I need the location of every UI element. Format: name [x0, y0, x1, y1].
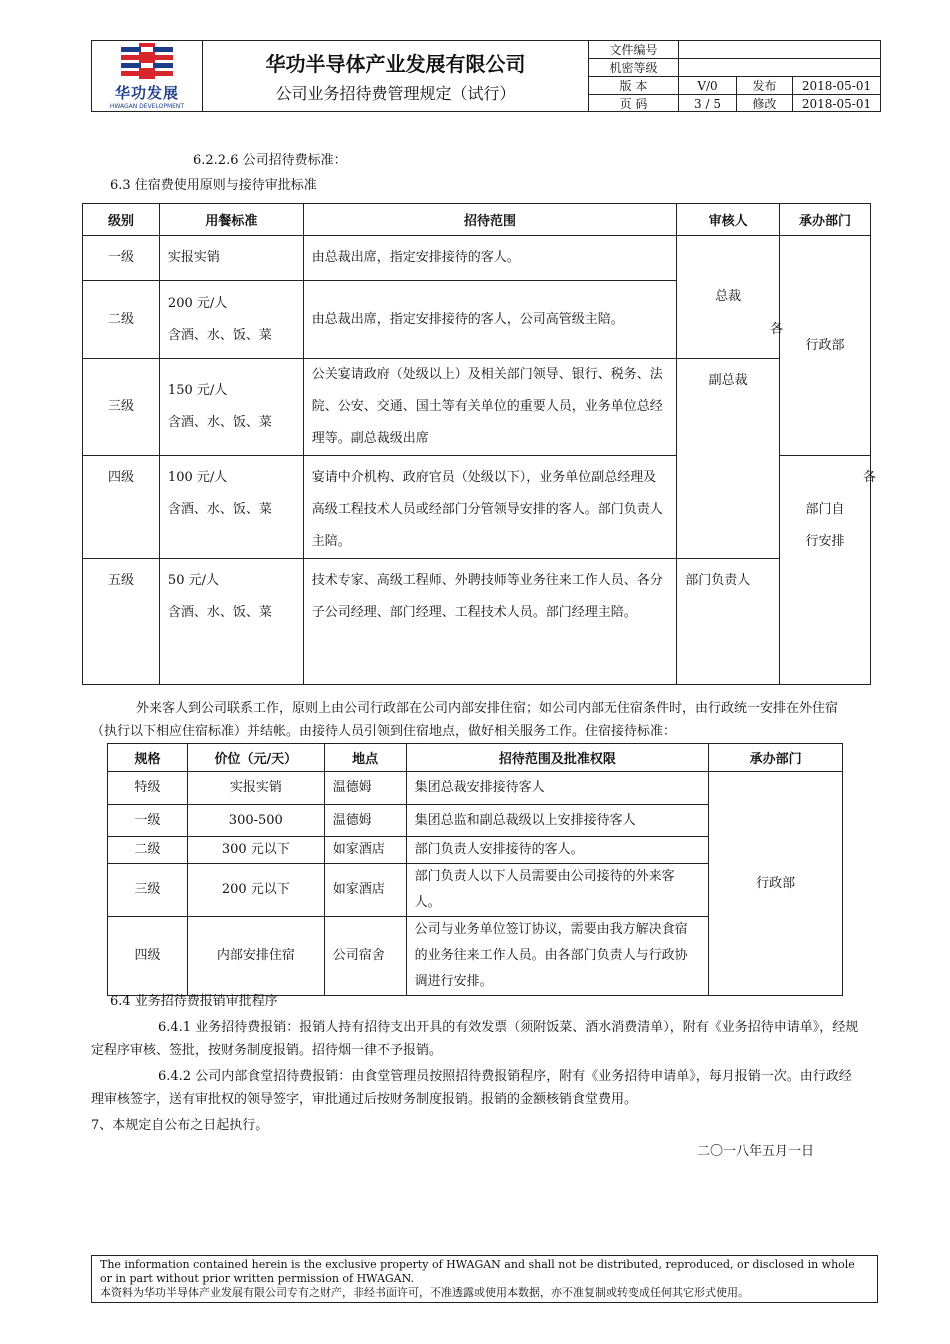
version-value: V/0 [679, 77, 737, 95]
cell-price: 300-500 [187, 805, 324, 837]
table-header-row [83, 204, 871, 236]
section-6-3-heading: 6.3 住宿费使用原则与接待审批标准 [110, 178, 317, 193]
version-label: 版 本 [589, 77, 679, 95]
page-label: 页 码 [589, 95, 679, 112]
meal-includes: 含酒、水、饭、菜 [167, 415, 272, 430]
cell-place: 温德姆 [324, 805, 406, 837]
dept-name: 行政部 [805, 337, 845, 353]
col-header-level: 级别 [83, 204, 160, 236]
cell-scope: 公关宴请政府（处级以上）及相关部门领导、银行、税务、法院、公安、交通、国土等有关单位的重要人员，业务单位总经理等。副总裁级出席 [303, 359, 676, 456]
table-row [83, 359, 871, 456]
paragraph-6-4-1: 6.4.1 业务招待费报销：报销人持有招待支出开具的有效发票（须附饭菜、酒水消费清单），附有《业务招待申请单》，经规定程序审核、签批，按财务制度报销。招待烟一律不予报销。 [91, 1020, 859, 1058]
dept-ge-mark: 各 [862, 470, 876, 485]
cell-meal [159, 281, 303, 359]
table-row [108, 772, 843, 805]
col-header-dept: 承办部门 [709, 744, 843, 772]
meal-standard-table [82, 203, 876, 685]
secret-level-label: 机密等级 [589, 59, 679, 77]
lodging-standard-table [107, 743, 843, 996]
section-7: 7、本规定自公布之日起执行。 [91, 1118, 269, 1133]
cell-level: 三级 [83, 359, 160, 456]
cell-level: 一级 [83, 236, 160, 281]
publish-label: 发布 [737, 77, 793, 95]
dept-name-line1: 部门自 [805, 502, 845, 517]
dept-name-line2: 行安排 [805, 534, 845, 549]
cell-level: 四级 [83, 456, 160, 559]
page-number: 3 / 5 [679, 95, 737, 112]
col-header-reviewer: 审核人 [677, 204, 780, 236]
cell-grade: 三级 [108, 864, 188, 917]
cell-meal [159, 456, 303, 559]
cell-price: 300 元以下 [187, 837, 324, 864]
cell-place: 温德姆 [324, 772, 406, 805]
cell-place: 如家酒店 [324, 864, 406, 917]
cell-meal: 实报实销 [159, 236, 303, 281]
cell-grade: 特级 [108, 772, 188, 805]
cell-grade: 一级 [108, 805, 188, 837]
cell-price: 内部安排住宿 [187, 917, 324, 996]
cell-scope: 部门负责人以下人员需要由公司接待的外来客人。 [406, 864, 709, 917]
cell-scope: 技术专家、高级工程师、外聘技师等业务往来工作人员、各分子公司经理、部门经理、工程技术人员。部门经理主陪。 [303, 559, 676, 685]
meal-price: 150 元/人 [167, 383, 228, 398]
company-name: 华功半导体产业发展有限公司 [265, 52, 526, 76]
logo-mark-icon [119, 42, 175, 80]
cell-scope: 公司与业务单位签订协议，需要由我方解决食宿的业务往来工作人员。由各部门负责人与行政协调进行安排。 [406, 917, 709, 996]
cell-price: 200 元以下 [187, 864, 324, 917]
cell-grade: 四级 [108, 917, 188, 996]
cell-scope: 由总裁出席，指定安排接待的客人，公司高管级主陪。 [303, 281, 676, 359]
footer-chinese: 本资料为华功半导体产业发展有限公司专有之财产，非经书面许可，不准透露或使用本数据，亦不准复制或转变成任何其它形式使用。 [100, 1286, 749, 1299]
table-header-row [108, 744, 843, 772]
meal-includes: 含酒、水、饭、菜 [167, 327, 272, 343]
cell-price: 实报实销 [187, 772, 324, 805]
cell-reviewer: 副总裁 [677, 359, 780, 559]
cell-scope: 集团总裁安排接待客人 [406, 772, 709, 805]
lodging-paragraph: 外来客人到公司联系工作，原则上由公司行政部在公司内部安排住宿；如公司内部无住宿条件时，由行政统一安排在外住宿（执行以下相应住宿标准）并结帐。由接待人员引领到住宿地点，做好相关服务工作。住宿接待标准： [91, 701, 839, 739]
header-title-block [203, 41, 589, 111]
cell-scope: 部门负责人安排接待的客人。 [406, 837, 709, 864]
file-no-value [679, 41, 880, 59]
document-header [91, 40, 881, 112]
col-header-scope: 招待范围 [303, 204, 676, 236]
meal-price: 50 元/人 [167, 573, 219, 588]
col-header-meal: 用餐标准 [159, 204, 303, 236]
col-header-grade: 规格 [108, 744, 188, 772]
table-row [83, 236, 871, 281]
cell-dept: 行政部 [709, 772, 843, 996]
dept-ge-mark: 各 [770, 322, 784, 337]
cell-reviewer: 部门负责人 [677, 559, 780, 685]
table-row [83, 559, 871, 685]
cell-grade: 二级 [108, 837, 188, 864]
col-header-price: 价位（元/天） [187, 744, 324, 772]
meal-price: 100 元/人 [167, 470, 228, 485]
cell-place: 如家酒店 [324, 837, 406, 864]
cell-dept [780, 456, 876, 685]
meal-includes: 含酒、水、饭、菜 [167, 502, 272, 517]
paragraph-6-4-2: 6.4.2 公司内部食堂招待费报销：由食堂管理员按照招待费报销程序，附有《业务招待申请单》，每月报销一次。由行政经理审核签字，送有审批权的领导签字，审批通过后按财务制度报销。报销的金额核销食堂费用。 [91, 1069, 852, 1107]
document-meta-table [589, 41, 880, 111]
cell-scope: 宴请中介机构、政府官员（处级以下），业务单位副总经理及高级工程技术人员或经部门分管领导安排的客人。部门负责人主陪。 [303, 456, 676, 559]
meal-includes: 含酒、水、饭、菜 [167, 605, 272, 620]
cell-place: 公司宿舍 [324, 917, 406, 996]
cell-meal [159, 559, 303, 685]
file-no-label: 文件编号 [589, 41, 679, 59]
document-title: 公司业务招待费管理规定（试行） [275, 84, 516, 103]
publish-date: 2018-05-01 [793, 77, 880, 95]
cell-level: 二级 [83, 281, 160, 359]
col-header-scope: 招待范围及批准权限 [406, 744, 709, 772]
cell-dept [770, 236, 871, 456]
secret-level-value [679, 59, 880, 77]
company-logo [92, 41, 203, 111]
cell-reviewer: 总裁 [677, 236, 780, 359]
footer-english: The information contained herein is the exclusive property of HWAGAN and shall not be distributed, reproduced, or disclosed in whole or in part without prior written permission of HWAGAN. [100, 1258, 855, 1285]
logo-brand-en: HWAGAN DEVELOPMENT [109, 103, 185, 110]
col-header-place: 地点 [324, 744, 406, 772]
revise-label: 修改 [737, 95, 793, 112]
meal-price: 200 元/人 [167, 295, 228, 311]
document-date: 二〇一八年五月一日 [697, 1144, 815, 1159]
confidentiality-footer [91, 1255, 878, 1303]
cell-scope: 由总裁出席，指定安排接待的客人。 [303, 236, 676, 281]
logo-brand-cn: 华功发展 [114, 84, 179, 102]
section-6-4-heading: 6.4 业务招待费报销审批程序 [110, 994, 278, 1009]
col-header-dept: 承办部门 [780, 204, 871, 236]
cell-meal [159, 359, 303, 456]
cell-scope: 集团总监和副总裁级以上安排接待客人 [406, 805, 709, 837]
cell-level: 五级 [83, 559, 160, 685]
section-6226: 6.2.2.6 公司招待费标准： [193, 153, 347, 168]
revise-date: 2018-05-01 [801, 96, 872, 111]
